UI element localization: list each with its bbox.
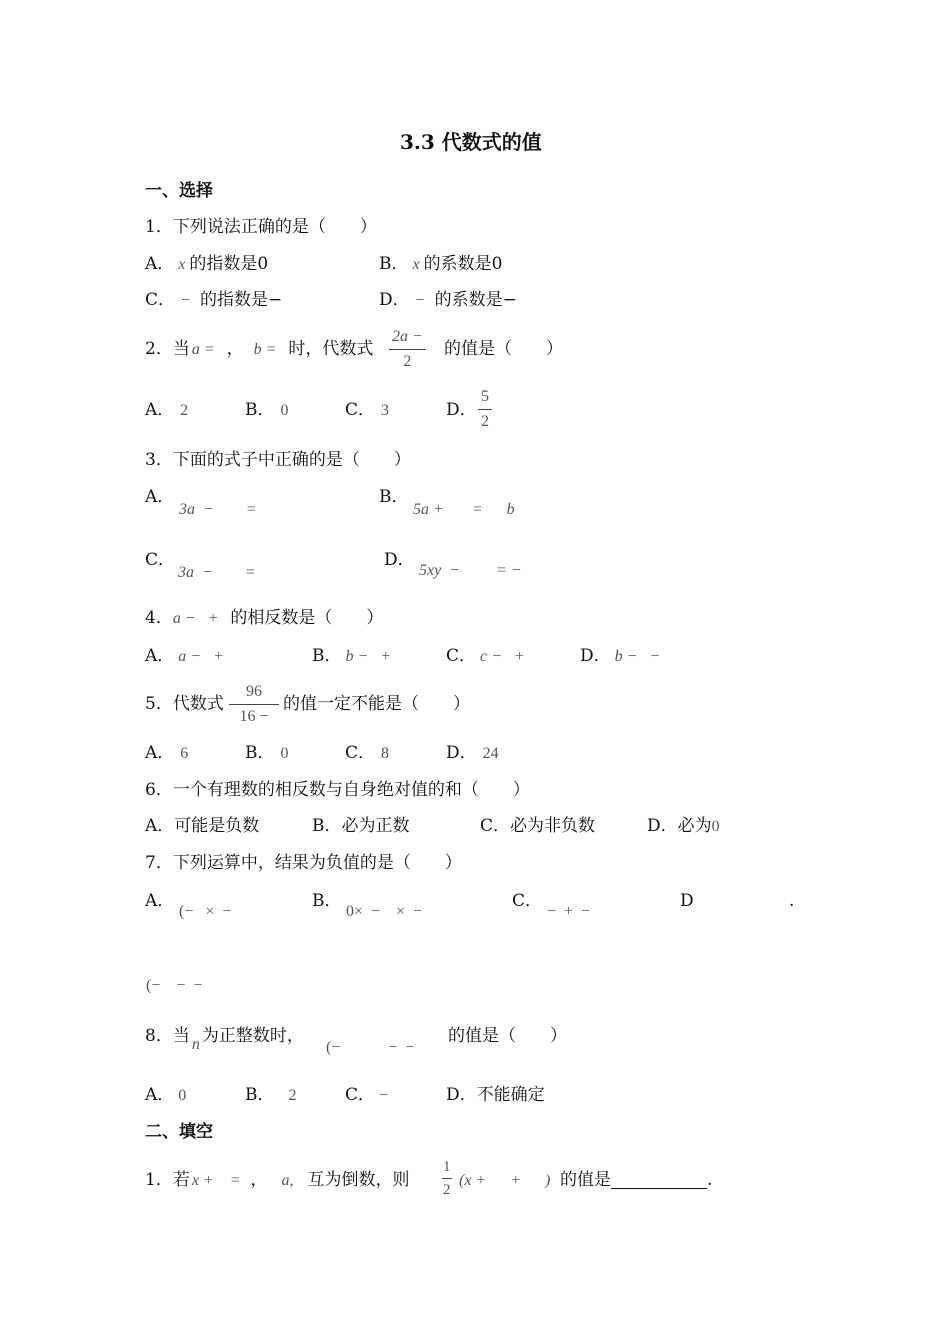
q7-option-d-expr: (− − −	[146, 977, 203, 994]
q4-option-b: B． b − +	[312, 646, 392, 666]
q6-option-a: A．可能是负数	[145, 816, 260, 836]
q1-option-c: C． − 的指数是−	[145, 290, 283, 310]
fill-1-expression: (x + + )	[459, 1172, 551, 1189]
answer-blank[interactable]	[611, 1172, 707, 1189]
section-heading-fill: 二、填空	[145, 1122, 213, 1142]
question-6-stem: 6．一个有理数的相反数与自身绝对值的和（ ）	[145, 780, 530, 800]
q7-option-c-expr: − + −	[547, 903, 591, 920]
q4-option-c: C． c − +	[446, 646, 525, 666]
question-8-stem: 8．当 n 为正整数时，	[145, 1026, 304, 1053]
q6-option-b: B．必为正数	[312, 816, 410, 836]
q8-option-c: C． −	[345, 1085, 389, 1105]
q5-option-c: C． 8	[345, 743, 390, 763]
q5-option-d: D． 24	[446, 743, 499, 763]
question-1-stem: 1．下列说法正确的是（ ）	[145, 217, 377, 237]
q3-option-d-label: D．	[384, 550, 415, 570]
question-7-stem: 7．下列运算中，结果为负值的是（ ）	[145, 853, 462, 873]
q2-fraction: $\frac{2a -}{2}$	[389, 328, 426, 371]
q4-option-a: A． a − +	[145, 646, 224, 666]
q7-option-a-label: A．	[145, 891, 175, 911]
q3-option-b-expr: 5a + = b	[413, 501, 515, 518]
q3-option-d-expr: 5xy − = −	[419, 562, 522, 579]
q6-option-c: C．必为非负数	[480, 816, 596, 836]
section-heading-choice: 一、选择	[145, 181, 213, 201]
fill-1-stem-end: 的值是 .	[560, 1170, 713, 1190]
q2-option-d-fraction: $\frac{5}{2}$	[478, 388, 492, 431]
q3-option-a-label: A．	[145, 487, 175, 507]
q7-option-b-label: B．	[312, 891, 342, 911]
q1-option-b: B． x 的系数是0	[379, 254, 503, 274]
q2-option-a: A． 2	[145, 400, 189, 420]
q6-option-d: D．必为0	[647, 816, 720, 836]
q3-option-c-label: C．	[145, 550, 176, 570]
q8-option-b: B． 2	[245, 1085, 297, 1105]
q2-stem-end: 的值是（ ）	[444, 339, 563, 359]
q7-option-c-label: C．	[512, 891, 543, 911]
q2-option-d: D．	[446, 400, 477, 420]
q5-option-a: A． 6	[145, 743, 189, 763]
q2-option-c: C． 3	[345, 400, 390, 420]
q7-option-b-expr: 0× − × −	[346, 903, 423, 920]
question-2-stem: 2．当 a = ， b = 时，代数式	[145, 339, 374, 359]
page-title: 3.3 代数式的值	[400, 130, 542, 154]
fill-1-fraction: $\frac{1}{2}$	[443, 1159, 451, 1198]
q7-option-a-expr: (− × −	[179, 903, 232, 920]
q8-option-a: A． 0	[145, 1085, 187, 1105]
q1-option-d: D． − 的系数是−	[379, 290, 517, 310]
q7-option-d-label: D	[680, 891, 694, 911]
q5-stem-end: 的值一定不能是（ ）	[283, 694, 470, 714]
q5-fraction: $\frac{96}{16 -}$	[229, 683, 279, 726]
q8-option-d: D．不能确定	[446, 1085, 545, 1105]
question-3-stem: 3．下面的式子中正确的是（ ）	[145, 450, 411, 470]
q3-option-c-expr: 3a − =	[178, 564, 256, 581]
question-4-stem: 4．a − + 的相反数是（ ）	[145, 608, 384, 628]
q8-stem-end: 的值是（ ）	[448, 1026, 567, 1046]
q5-option-b: B． 0	[245, 743, 289, 763]
q1-option-a: A． x 的指数是0	[145, 254, 269, 274]
q2-option-b: B． 0	[245, 400, 289, 420]
q7-option-d-dot: .	[789, 891, 795, 911]
q3-option-b-label: B．	[379, 487, 409, 507]
question-5-stem: 5．代数式	[145, 694, 224, 714]
fill-1-stem: 1．若 x + = ， a, 互为倒数，则	[145, 1170, 410, 1190]
q3-option-a-expr: 3a − =	[179, 501, 257, 518]
q8-expression: (− − −	[326, 1039, 415, 1056]
q4-option-d: D． b − −	[580, 646, 661, 666]
